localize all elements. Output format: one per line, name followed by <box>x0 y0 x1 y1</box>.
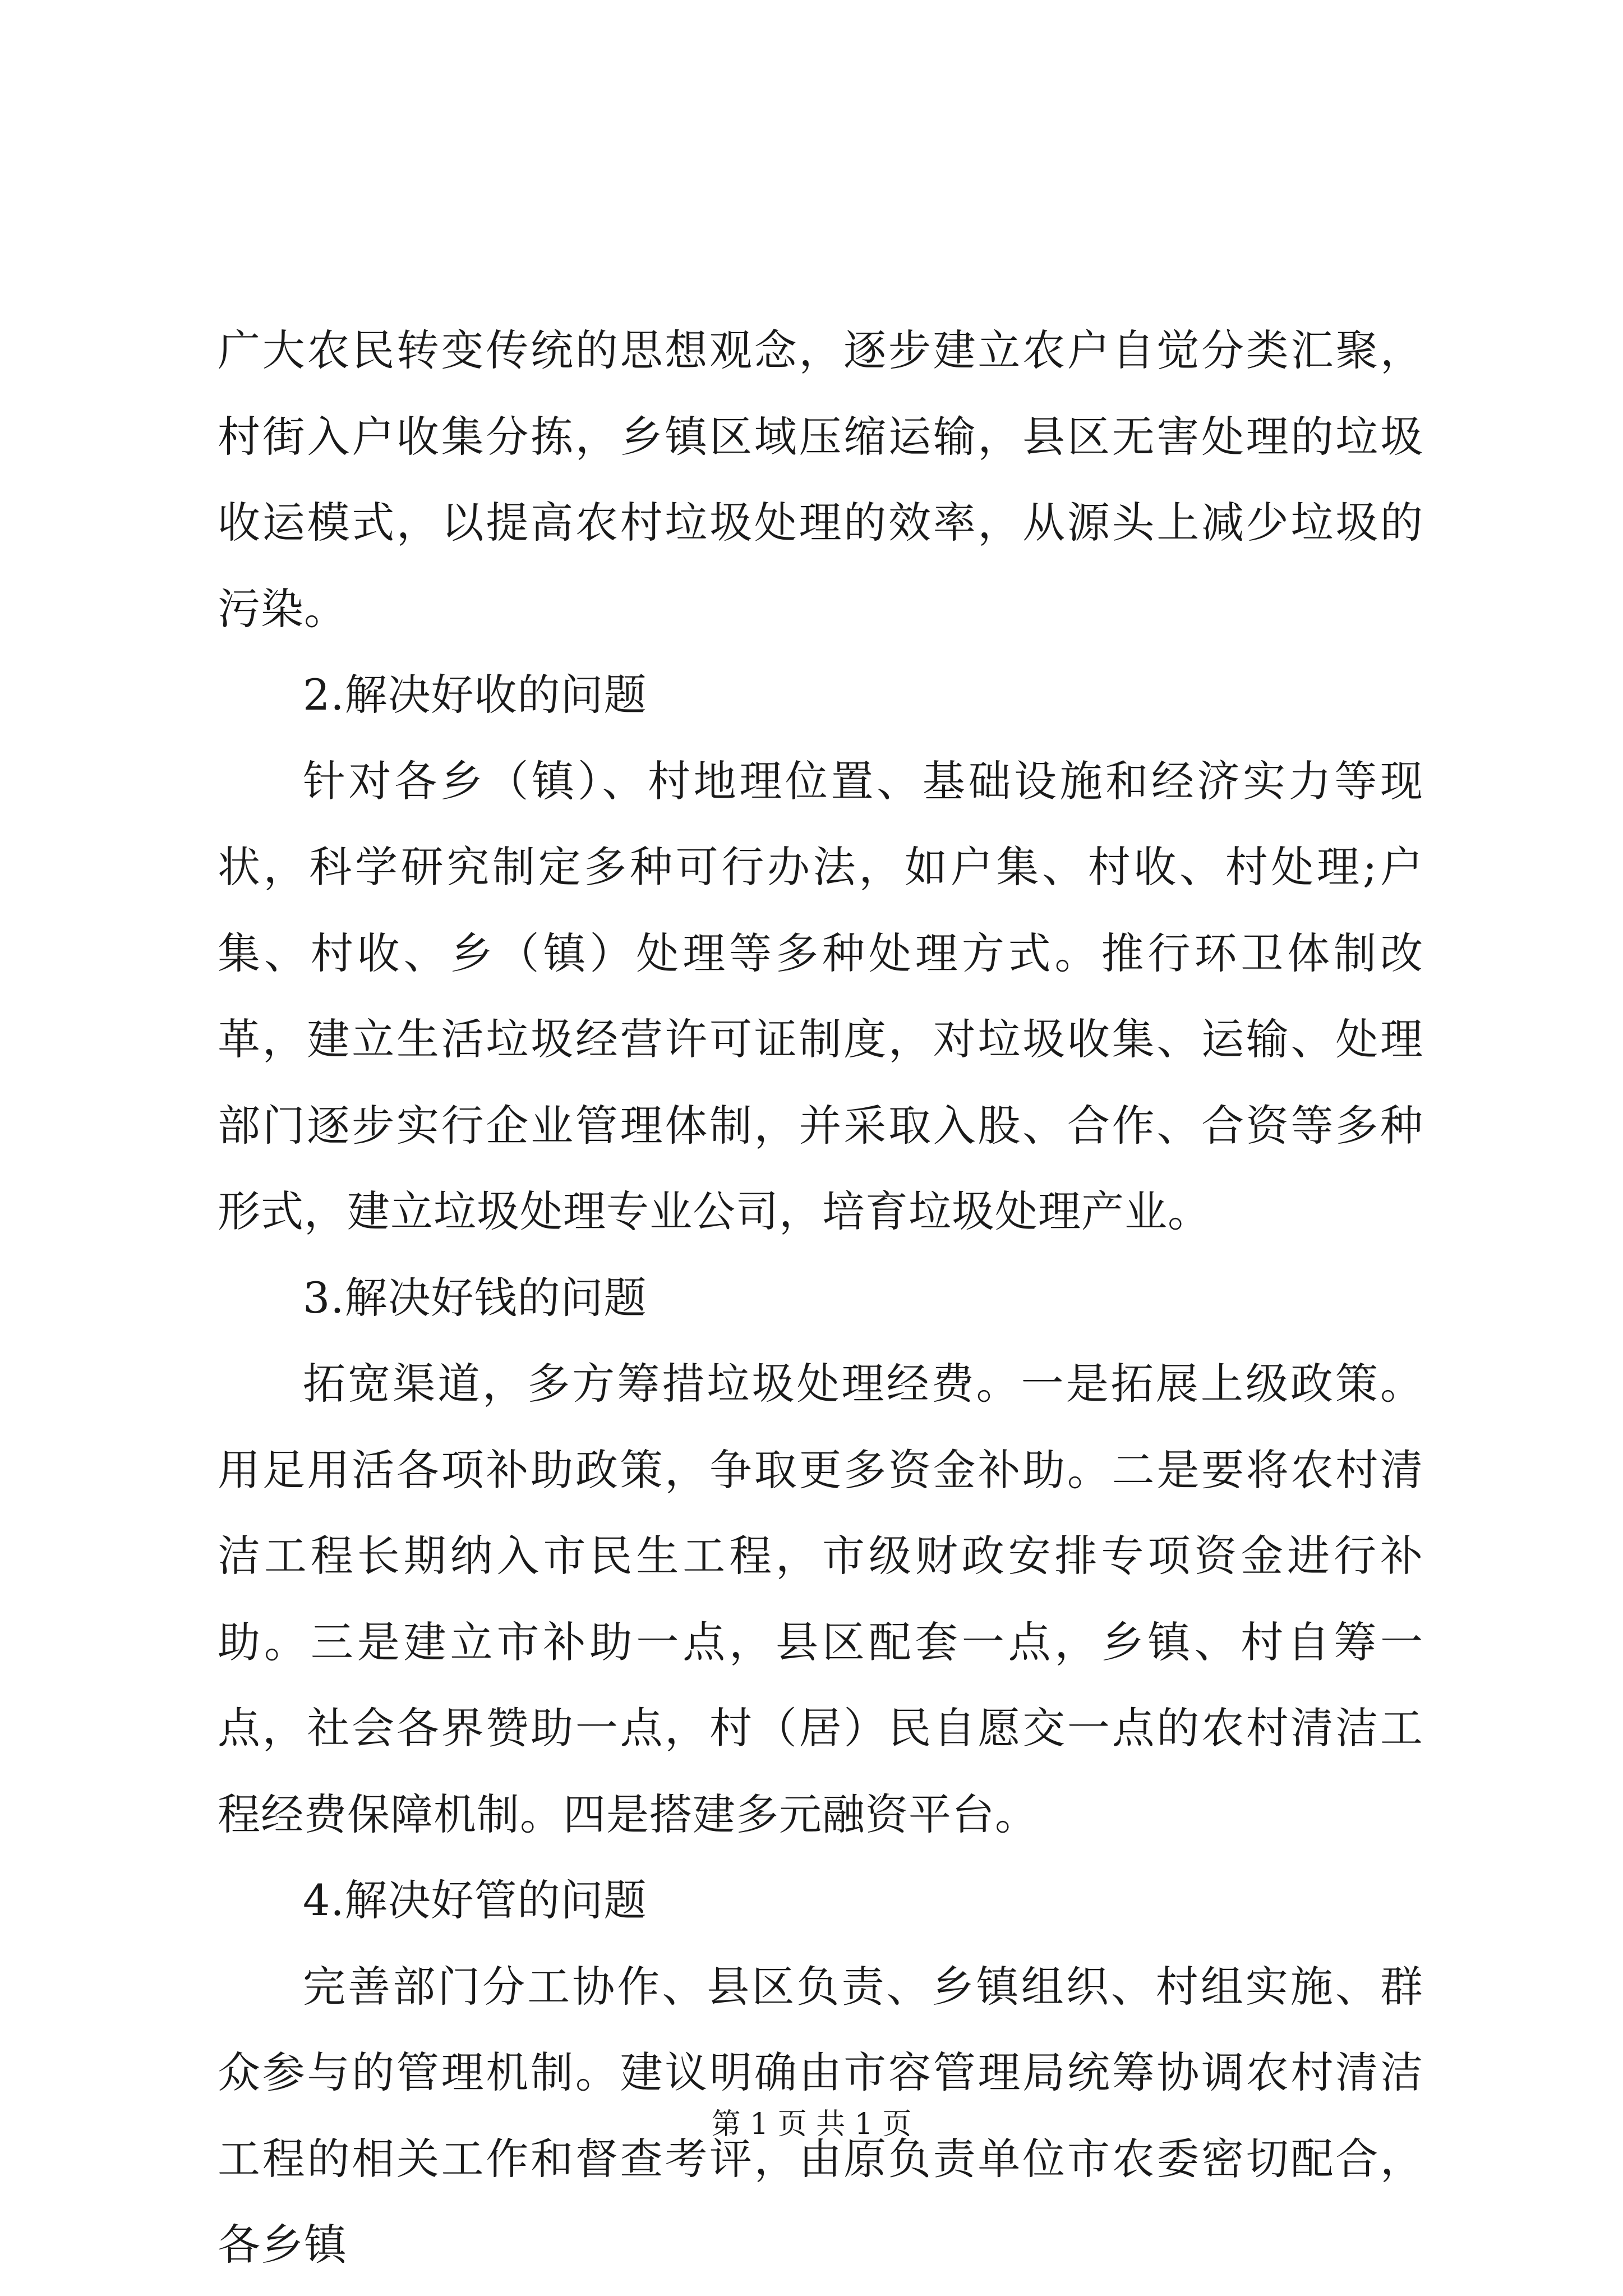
section-heading-2: 2.解决好收的问题 <box>303 670 647 720</box>
paragraph-collection: 针对各乡（镇）、村地理位置、基础设施和经济实力等现状，科学研究制定多种可行办法，如户集、村收、村处理;户集、村收、乡（镇）处理等多种处理方式。推行环卫体制改革，建立生活垃圾经营许可证制度，对垃圾收集、运输、处理部门逐步实行企业管理体制，并采取入股、合作、合资等多种形式，建立垃圾处理专业公司，培育垃圾处理产业。 <box>218 756 1423 1236</box>
page-number-footer: 第 1 页 共 1 页 <box>711 2108 912 2141</box>
paragraph-management: 完善部门分工协作、县区负责、乡镇组织、村组实施、群众参与的管理机制。建议明确由市容管理局统筹协调农村清洁工程的相关工作和督查考评，由原负责单位市农委密切配合，各乡镇 <box>218 1961 1423 2270</box>
section-heading-4: 4.解决好管的问题 <box>303 1875 647 1925</box>
paragraph-continued: 广大农民转变传统的思想观念，逐步建立农户自觉分类汇聚，村街入户收集分拣，乡镇区域压缩运输，县区无害处理的垃圾收运模式，以提高农村垃圾处理的效率，从源头上减少垃圾的污染。 <box>218 325 1423 634</box>
document-body <box>218 307 1423 2288</box>
paragraph-funding: 拓宽渠道，多方筹措垃圾处理经费。一是拓展上级政策。用足用活各项补助政策，争取更多资金补助。二是要将农村清洁工程长期纳入市民生工程，市级财政安排专项资金进行补助。三是建立市补助一点，县区配套一点，乡镇、村自筹一点，社会各界赞助一点，村（居）民自愿交一点的农村清洁工程经费保障机制。四是搭建多元融资平台。 <box>218 1359 1423 1839</box>
section-heading-3: 3.解决好钱的问题 <box>303 1272 647 1323</box>
